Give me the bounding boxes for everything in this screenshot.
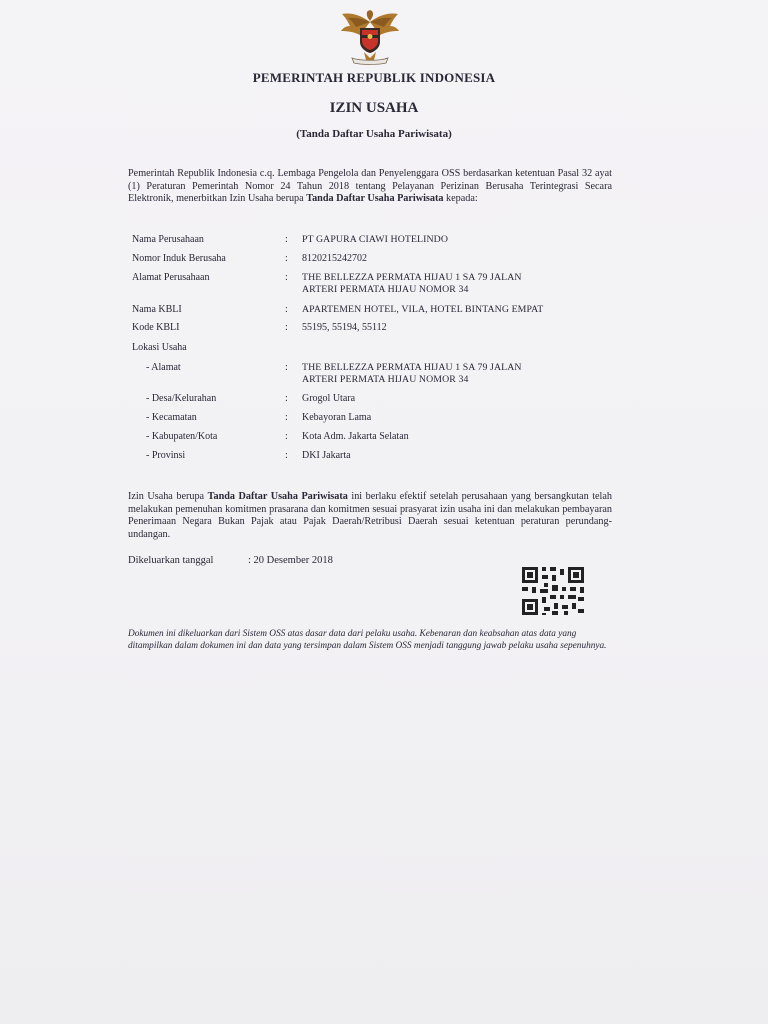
validity-paragraph [128, 491, 612, 541]
separator: : [285, 362, 288, 373]
separator: : [285, 412, 288, 423]
alamat-line1: THE BELLEZZA PERMATA HIJAU 1 SA 79 JALAN [302, 362, 522, 373]
intro-bold-text: Tanda Daftar Usaha Pariwisata [306, 193, 444, 205]
company-name-label: Nama Perusahaan [132, 234, 204, 245]
company-address-label: Alamat Perusahaan [132, 272, 210, 283]
kbli-code-label: Kode KBLI [132, 322, 180, 333]
provinsi-value: DKI Jakarta [302, 450, 351, 461]
separator: : [285, 431, 288, 442]
document-subtitle: (Tanda Daftar Usaha Pariwisata) [296, 128, 452, 140]
location-label: Lokasi Usaha [132, 342, 187, 353]
separator: : [285, 304, 288, 315]
desa-label: - Desa/Kelurahan [146, 393, 217, 404]
kbli-name-label: Nama KBLI [132, 304, 182, 315]
kbli-code-value: 55195, 55194, 55112 [302, 322, 387, 333]
kabupaten-value: Kota Adm. Jakarta Selatan [302, 431, 409, 442]
company-name-value: PT GAPURA CIAWI HOTELINDO [302, 234, 449, 245]
validity-text: Izin Usaha berupa [128, 491, 208, 502]
separator: : [285, 253, 288, 264]
intro-paragraph [128, 168, 612, 206]
intro-text-end: kepada: [443, 193, 478, 205]
separator: : [285, 322, 288, 333]
alamat-line2: ARTERI PERMATA HIJAU NOMOR 34 [302, 374, 469, 385]
government-heading: PEMERINTAH REPUBLIK INDONESIA [252, 70, 496, 85]
validity-bold-text: Tanda Daftar Usaha Pariwisata [207, 491, 348, 502]
separator: : [285, 234, 288, 245]
garuda-emblem-icon [336, 8, 404, 66]
alamat-label: - Alamat [146, 362, 181, 373]
separator: : [285, 393, 288, 404]
kabupaten-label: - Kabupaten/Kota [146, 431, 218, 442]
kecamatan-value: Kebayoran Lama [302, 412, 372, 423]
qr-code-icon [520, 565, 586, 617]
issued-date-value: : 20 Desember 2018 [248, 555, 333, 566]
disclaimer-text: Dokumen ini dikeluarkan dari Sistem OSS atas dasar data dari pelaku usaha. Kebenaran dan keabsahan atas data yang ditampilkan dalam dokumen ini dan data yang tersimpan dalam Sistem OSS menjadi tanggung jawab pelaku usaha sepenuhnya. [128, 629, 607, 651]
nib-value: 8120215242702 [302, 253, 367, 264]
desa-value: Grogol Utara [302, 393, 356, 404]
kbli-name-value: APARTEMEN HOTEL, VILA, HOTEL BINTANG EMPAT [302, 304, 544, 315]
provinsi-label: - Provinsi [146, 450, 186, 461]
issued-date-label: Dikeluarkan tanggal [128, 555, 214, 566]
kecamatan-label: - Kecamatan [146, 412, 197, 423]
separator: : [285, 450, 288, 461]
nib-label: Nomor Induk Berusaha [132, 253, 226, 264]
document-title: IZIN USAHA [329, 100, 419, 116]
intro-text: Pemerintah Republik Indonesia c.q. Lembaga Pengelola dan Penyelenggara OSS berdasarkan ketentuan Pasal 32 ayat (1) Peraturan Pemerintah Nomor 24 Tahun 2018 tentang Pelayanan Perizinan Berusaha Terintegrasi Secara Elektronik, menerbitkan Izin Usaha berupa [128, 168, 612, 205]
separator: : [285, 272, 288, 283]
company-address-line2: ARTERI PERMATA HIJAU NOMOR 34 [302, 284, 469, 295]
company-address-line1: THE BELLEZZA PERMATA HIJAU 1 SA 79 JALAN [302, 272, 522, 283]
validity-text-end: ini berlaku efektif setelah perusahaan yang bersangkutan telah melakukan pemenuhan komitmen prasarana dan komitmen sesuai prasyarat izin usaha ini dan melakukan pembayaran Penerimaan Negara Bukan Pajak atau Pajak Daerah/Retribusi Daerah sesuai ketentuan peraturan perundang-undangan. [128, 491, 613, 540]
